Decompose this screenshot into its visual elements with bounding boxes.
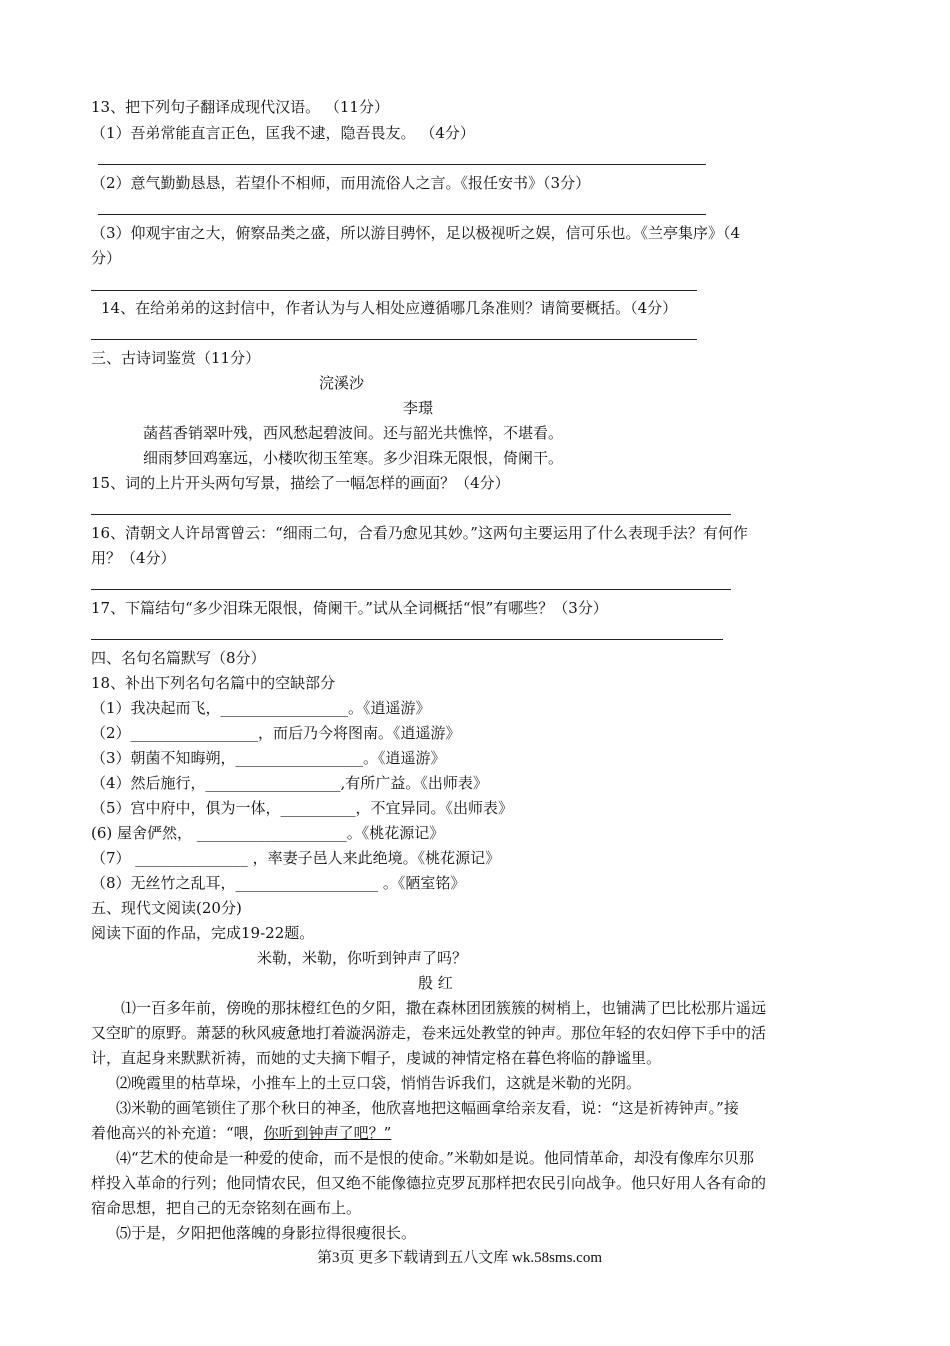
fill-item: (6) 屋舍俨然， ____________________。《桃花源记》 (91, 824, 445, 842)
reading-instruction: 阅读下面的作品，完成19-22题。 (91, 924, 315, 942)
paragraph-4-line-2: 样投入革命的行列；他同情农民，但又绝不能像德拉克罗瓦那样把农民引向战争。他只好用人各有命的 (91, 1174, 767, 1192)
q17-text: 17、下篇结句“多少泪珠无限恨，倚阑干。”试从全词概括“恨”有哪些？（3分） (91, 599, 608, 617)
answer-line (91, 514, 731, 515)
underlined-quote: 你听到钟声了吧？” (263, 1124, 392, 1142)
answer-line (98, 214, 706, 215)
q13-sentence-3-cont: 分） (91, 249, 122, 267)
poem-line-2: 细雨梦回鸡塞远，小楼吹彻玉笙寒。多少泪珠无限恨，倚阑干。 (143, 449, 564, 467)
article-title: 米勒，米勒，你听到钟声了吗？ (257, 949, 468, 967)
q13-sentence-3: （3）仰观宇宙之大，俯察品类之盛，所以游目骋怀，足以极视听之娱，信可乐也。《兰亭集序》（4 (91, 224, 741, 242)
fill-item: （4）然后施行，__________________,有所广益。《出师表》 (91, 774, 488, 792)
paragraph-1-line-2: 又空旷的原野。萧瑟的秋风疲惫地打着漩涡游走，卷来远处教堂的钟声。那位年轻的农妇停下手中的活 (91, 1024, 767, 1042)
paragraph-3-line-1: ⑶米勒的画笔锁住了那个秋日的神圣，他欣喜地把这幅画拿给亲友看，说：“这是祈祷钟声。”接 (116, 1099, 739, 1117)
q18-title: 18、补出下列名句名篇中的空缺部分 (91, 674, 336, 692)
q13-sentence-2: （2）意气勤勤恳恳，若望仆不相师，而用流俗人之言。《报任安书》（3分） (91, 174, 591, 192)
q13-title: 13、把下列句子翻译成现代汉语。 （11分） (91, 98, 389, 116)
article-author: 殷 红 (418, 974, 453, 992)
paragraph-3-line-2 (91, 1123, 391, 1143)
paragraph-1-line-1: ⑴一百多年前，傍晚的那抹橙红色的夕阳，撒在森林团团簇簇的树梢上，也铺满了巴比松那片遥远 (121, 999, 767, 1017)
section-5-heading: 五、现代文阅读(20分) (91, 899, 242, 917)
page-footer: 第3页 更多下载请到五八文库 wk.58sms.com (317, 1250, 603, 1266)
fill-item: （2）_________________，而后乃今将图南。《逍遥游》 (91, 724, 461, 742)
fill-item: （5）宫中府中，俱为一体，__________，不宜异同。《出师表》 (91, 799, 514, 817)
paragraph-4-line-3: 宿命思想，把自己的无奈铭刻在画布上。 (91, 1199, 362, 1217)
q14-text: 14、在给弟弟的这封信中，作者认为与人相处应遵循哪几条准则？请简要概括。（4分） (101, 299, 678, 317)
poem-line-1: 菡萏香销翠叶残，西风愁起碧波间。还与韶光共憔悴，不堪看。 (143, 424, 564, 442)
paragraph-1-line-3: 计，直起身来默默祈祷，而她的丈夫摘下帽子，虔诚的神情定格在暮色将临的静谧里。 (91, 1049, 662, 1067)
poem-author: 李璟 (403, 399, 434, 417)
fill-item: （1）我决起而飞，_________________。《逍遥游》 (91, 699, 431, 717)
q13-sentence-1: （1）吾弟常能直言正色，匡我不逮，隐吾畏友。 （4分） (91, 124, 475, 142)
poem-title: 浣溪沙 (319, 374, 365, 392)
paragraph-5: ⑸于是，夕阳把他落魄的身影拉得很瘦很长。 (116, 1224, 417, 1242)
fill-item: （3）朝菌不知晦朔，_________________。《逍遥游》 (91, 749, 446, 767)
paragraph-4-line-1: ⑷“艺术的使命是一种爱的使命，而不是恨的使命。”米勒如是说。他同情革命，却没有像库尔贝那 (116, 1149, 754, 1167)
fill-item: （8）无丝竹之乱耳，___________________ 。《陋室铭》 (91, 874, 466, 892)
section-4-heading: 四、名句名篇默写（8分） (91, 649, 266, 667)
q15-text: 15、词的上片开头两句写景，描绘了一幅怎样的画面？（4分） (91, 474, 510, 492)
section-3-heading: 三、古诗词鉴赏（11分） (91, 349, 261, 367)
paragraph-3-text: 着他高兴的补充道：“喂， (91, 1124, 264, 1142)
answer-line (91, 290, 697, 291)
answer-line (98, 164, 706, 165)
paragraph-2: ⑵晚霞里的枯草垛，小推车上的土豆口袋，悄悄告诉我们，这就是米勒的光阴。 (116, 1074, 642, 1092)
q16-line-2: 用？（4分） (91, 549, 176, 567)
answer-line (91, 589, 731, 590)
answer-line (91, 339, 697, 340)
fill-item: （7） _______________ ，率妻子邑人来此绝境。《桃花源记》 (91, 849, 501, 867)
answer-line (91, 639, 723, 640)
q16-line-1: 16、清朝文人许昂霄曾云：“细雨二句，合看乃愈见其妙。”这两句主要运用了什么表现手法？有何作 (91, 524, 748, 542)
